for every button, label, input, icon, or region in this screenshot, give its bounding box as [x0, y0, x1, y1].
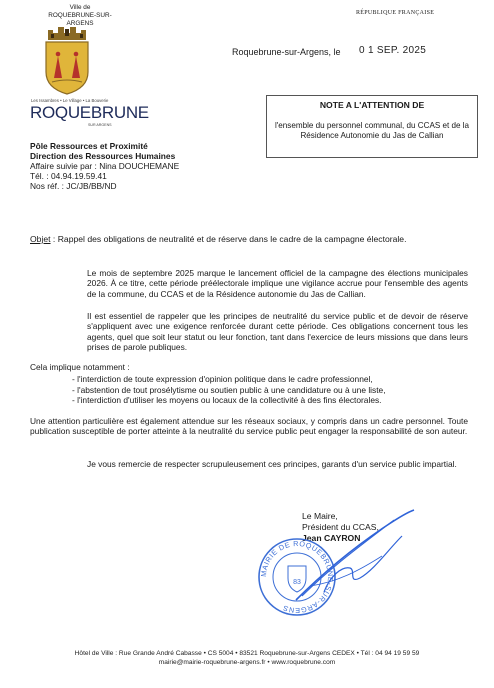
- paragraph-4-text: Je vous remercie de respecter scrupuleusement ces principes, garants d'un service public impartial.: [87, 459, 457, 469]
- town-label-line2: ROQUEBRUNE-SUR-ARGENS: [48, 12, 112, 27]
- paragraph-3: Une attention particulière est également attendue sur les réseaux sociaux, y compris dans un cadre personnel. Toute publication susceptible de porter atteinte à la neutralité du service public peut engager la responsabilité de son auteur.: [30, 416, 468, 437]
- obligation-list: [72, 374, 468, 406]
- paragraph-4: [30, 459, 468, 469]
- list-item: - l'interdiction d'utiliser les moyens ou locaux de la collectivité à des fins électorales.: [72, 395, 382, 405]
- paragraph-1: [30, 268, 468, 299]
- logo-wordmark: ROQUEBRUNE: [30, 103, 149, 122]
- logo-slogan: Les Issambres • Le Village • La Bouverie: [31, 98, 109, 103]
- paragraph-2: [30, 311, 468, 353]
- paragraph-1-text: Le mois de septembre 2025 marque le lancement officiel de la campagne des élections municipales 2026. À ce titre, cette période préélectorale implique une vigilance accrue pour l'ensemble des agents de la commune, du CCAS et de la Résidence autonomie du Jas de Callian.: [87, 268, 468, 299]
- list-item: - l'abstention de tout prosélytisme ou soutien public à une candidature ou à une liste,: [72, 384, 386, 395]
- list-item: - l'interdiction de toute expression d'opinion politique dans le cadre professionnel,: [72, 374, 373, 384]
- seal-number: 83: [293, 579, 301, 586]
- sender-affaire: Affaire suivie par : Nina DOUCHEMANE: [30, 161, 180, 171]
- sender-block: [30, 141, 179, 191]
- footer: [0, 649, 494, 667]
- subject-label: Objet: [30, 234, 51, 244]
- logo-wordmark-sub: SUR ARGENS: [88, 123, 112, 127]
- signer-role-ccas: Président du CCAS,: [302, 522, 379, 532]
- republic-label: RÉPUBLIQUE FRANÇAISE: [356, 10, 435, 16]
- implies-line: Cela implique notamment :: [30, 362, 130, 372]
- town-label-line1: Ville de: [69, 4, 91, 11]
- date-stamp: 0 1 SEP. 2025: [359, 45, 427, 56]
- footer-contact: mairie@mairie-roquebrune-argens.fr • www.roquebrune.com: [158, 659, 336, 666]
- handwritten-signature: [290, 506, 420, 606]
- signer-role-mayor: Le Maire,: [302, 511, 338, 521]
- subject-text: : Rappel des obligations de neutralité et de réserve dans le cadre de la campagne électorale.: [50, 234, 407, 244]
- signer-name: Jean CAYRON: [302, 533, 361, 543]
- subject-line: [30, 234, 480, 244]
- recipient-box: [266, 95, 478, 158]
- footer-address: Hôtel de Ville : Rue Grande André Cabasse • CS 5004 • 83521 Roquebrune-sur-Argens CEDEX • Tél : 04 94 19 59 59: [74, 650, 420, 657]
- paragraph-2-text: Il est essentiel de rappeler que les principes de neutralité du service public et de devoir de réserve s'appliquent avec une exigence renforcée durant cette période. Ces obligations concernent tous les agents, quel que soit leur statut ou leur fonction, tant dans l'exercice de leurs missions que dans leurs prises de parole publiques.: [87, 311, 468, 353]
- recipient-box-body: l'ensemble du personnel communal, du CCAS et de la Résidence Autonomie du Jas de Callian: [274, 121, 470, 140]
- sender-ref: Nos réf. : JC/JB/BB/ND: [30, 181, 117, 191]
- sender-tel: Tél. : 04.94.19.59.41: [30, 171, 107, 181]
- place-date-label: Roquebrune-sur-Argens, le: [232, 47, 341, 57]
- coat-of-arms-logo: [42, 24, 92, 96]
- seal-text: MAIRIE DE ROQUEBRUNE-SUR-ARGENS: [258, 538, 336, 616]
- sender-direction: Direction des Ressources Humaines: [30, 151, 176, 161]
- sender-pole: Pôle Ressources et Proximité: [30, 141, 148, 151]
- recipient-box-title: NOTE A L'ATTENTION DE: [319, 100, 425, 110]
